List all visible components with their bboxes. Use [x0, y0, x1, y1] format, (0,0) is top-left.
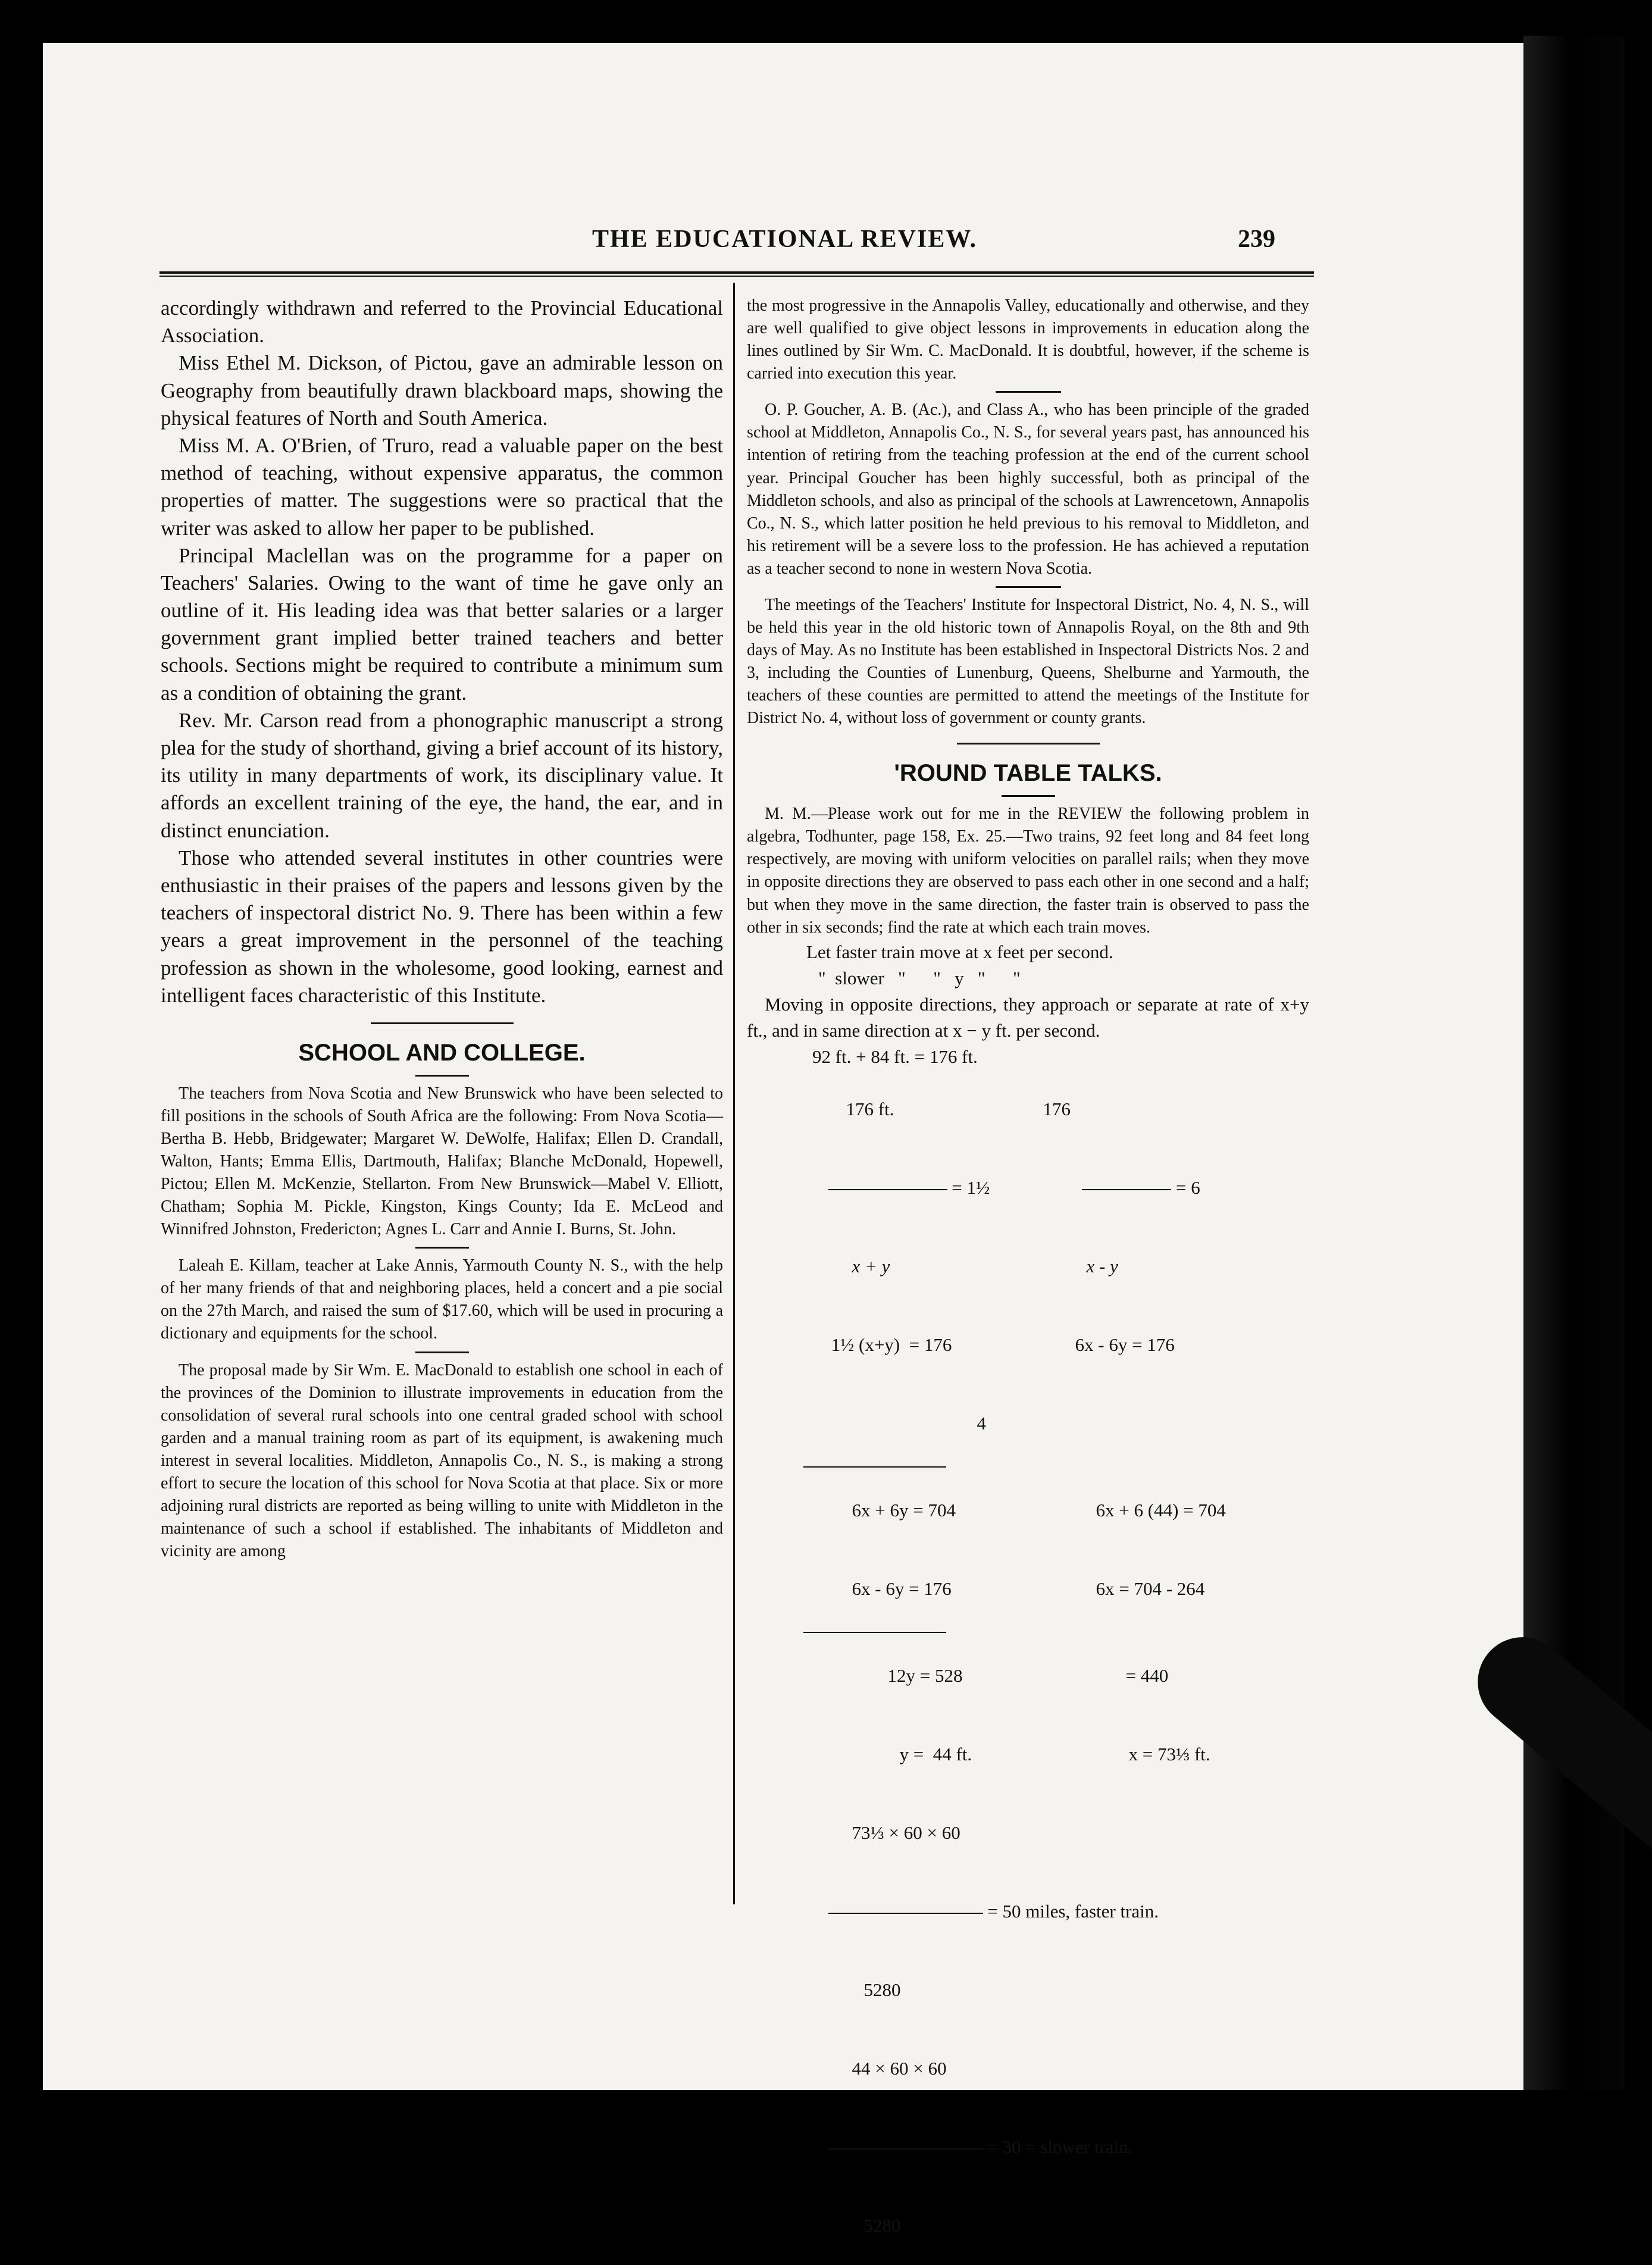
equation-row — [747, 1637, 1309, 1715]
item-rule — [996, 391, 1061, 393]
paragraph: O. P. Goucher, A. B. (Ac.), and Class A., who has been principle of the graded school at Middleton, Annapolis Co., N. S., for several years past, has announced his intention of retiring from the teaching profession at the end of the current school year. Principal Goucher has been highly successful, both as principal of the Middleton schools, and also as principal of the schools at Lawrencetown, Annapolis Co., N. S., which latter position he held previous to his removal to Middleton, and his retirement will be a severe loss to the profession. He has achieved a reputation as a teacher second to none in western Nova Scotia. — [747, 401, 1309, 578]
equation-left: 6x + 6y = 704 — [852, 1500, 956, 1521]
paragraph: The meetings of the Teachers' Institute for Inspectoral District, No. 4, N. S., will be held this year in the old historic town of Annapolis Royal, on the 8th and 9th days of May. As no Institute has been established in Inspectoral Districts Nos. 2 and 3, including the Counties of Lunenburg, Queens, Shelburne and Yarmouth, the teachers of these counties are permitted to attend the meetings of the Institute for District No. 4, without loss of government or county grants. — [747, 595, 1309, 728]
fraction-den-row — [747, 1227, 1309, 1306]
fraction-den: x + y — [852, 1255, 890, 1277]
equation-right: 6x - 6y = 176 — [1075, 1334, 1175, 1355]
title-dash — [1002, 795, 1055, 797]
fraction-bar-row — [747, 2108, 1309, 2186]
section-rule — [957, 743, 1100, 744]
fraction-bar — [828, 1189, 947, 1190]
sum-line: 92 ft. + 84 ft. = 176 ft. — [812, 1046, 978, 1067]
column-divider — [733, 283, 735, 1904]
equation-row — [747, 1471, 1309, 1550]
paragraph: Rev. Mr. Carson read from a phonographic manuscript a strong plea for the study of shorthand, giving a brief account of its history, its utility in many departments of work, its disciplinary value. It affords an excellent training of the eye, the hand, the ear, and in distinct enunciation. — [161, 708, 723, 842]
fraction-row — [747, 1794, 1309, 1872]
fraction-row — [747, 1070, 1309, 1149]
equation-row — [747, 1306, 1309, 1384]
fraction-num: 176 — [1043, 1098, 1071, 1119]
question-text: M. M.—Please work out for me in the REVIEW the following problem in algebra, Todhunter, page 158, Ex. 25.—Two trains, 92 feet long and 84 feet long respectively, are moving with uniform velocities on parallel rails; when they move in opposite directions they are observed to pass each other in one second and a half; but when they move in the same direction, the faster train is observed to pass the other in six seconds; find the rate at which each train moves. — [747, 805, 1309, 937]
running-header — [0, 225, 1652, 261]
paragraph: Miss M. A. O'Brien, of Truro, read a valuable paper on the best method of teaching, without expensive apparatus, the common properties of matter. The suggestions were so practical that the writer was asked to allow her paper to be published. — [161, 433, 723, 540]
item-dash — [415, 1352, 469, 1353]
paragraph: The teachers from Nova Scotia and New Brunswick who have been selected to fill positions in the schools of South Africa are the following: From Nova Scotia—Bertha B. Hebb, Bridgewater; Margaret W. DeWolfe, Halifax; Ellen D. Crandall, Walton, Hants; Emma Ellis, Dartmouth, Halifax; Blanche McDonald, Hopewell, Pictou; Ellen M. McKenzie, Stellarton. From New Brunswick—Mabel V. Elliott, Chatham; Sophia M. Pickle, Kingston, Kings County; Ida E. McLeod and Winnifred Johnston, Fredericton; Agnes L. Carr and Annie I. Burns, St. John. — [161, 1084, 723, 1239]
equation-left: 1½ (x+y) = 176 — [831, 1334, 952, 1355]
paragraph: The proposal made by Sir Wm. E. MacDonald to establish one school in each of the provinces of the Dominion to illustrate improvements in education from the consolidation of several rural schools into one central graded school with school garden and a manual training room as part of its equipment, is awakening much interest in several localities. Middleton, Annapolis Co., N. S., is making a strong effort to secure the location of this school for Nova Scotia at that place. Six or more adjoining rural districts are reported as being willing to unite with Middleton in the maintenance of such a school if established. The inhabitants of Middleton and vicinity are among — [161, 1360, 723, 1561]
fraction-row — [747, 2029, 1309, 2108]
paragraph: Miss Ethel M. Dickson, of Pictou, gave an admirable lesson on Geography from beautifully drawn blackboard maps, showing the physical features of North and South America. — [161, 351, 723, 430]
equation-row — [747, 1715, 1309, 1794]
fraction-den: 5280 — [863, 1979, 901, 2001]
header-rule — [159, 271, 1314, 277]
addition-rule — [803, 1466, 946, 1468]
fraction-bar — [1082, 1189, 1171, 1190]
section-title-round-table: 'ROUND TABLE TALKS. — [894, 760, 1162, 787]
solution-line: Let faster train move at x feet per second. — [806, 941, 1113, 962]
fraction-den: 5280 — [863, 2215, 901, 2236]
solution-paragraph: Moving in opposite directions, they approach or separate at rate of x+y ft., and in same direction at x − y ft. per second. — [747, 993, 1309, 1041]
section-title-school-college: SCHOOL AND COLLEGE. — [298, 1039, 586, 1066]
addition-rule — [803, 1632, 946, 1633]
solution-block — [747, 939, 1309, 2265]
fraction-num: 73⅓ × 60 × 60 — [852, 1822, 960, 1844]
page-number: 239 — [1238, 226, 1275, 253]
fraction-den-row — [747, 1951, 1309, 2029]
equation-right: 6x = 704 - 264 — [1096, 1578, 1205, 1600]
right-column — [747, 295, 1309, 2265]
item-rule — [996, 586, 1061, 588]
journal-title: THE EDUCATIONAL REVIEW. — [592, 226, 977, 253]
fraction-bar-row — [747, 1872, 1309, 1951]
equation-left: 6x - 6y = 176 — [852, 1578, 952, 1600]
news-items — [747, 295, 1309, 730]
fraction-equals: = 6 — [1175, 1177, 1200, 1198]
equation-right: 6x + 6 (44) = 704 — [1096, 1500, 1226, 1521]
fraction-result: = 50 miles, faster train. — [987, 1901, 1159, 1922]
left-column — [161, 295, 723, 1563]
fraction-num: 176 ft. — [846, 1098, 894, 1119]
multiplier: 4 — [977, 1412, 986, 1434]
paragraph: Principal Maclellan was on the programme for a paper on Teachers' Salaries. Owing to the want of time he gave only an outline of it. His leading idea was that better salaries or a larger government grant implied better trained teachers and better schools. Sections might be required to contribute a minimum sum as a condition of obtaining the grant. — [161, 543, 723, 705]
equation-left: 12y = 528 — [887, 1665, 963, 1687]
equation-right: = 440 — [1125, 1665, 1169, 1687]
fraction-result: = 30 = slower train. — [987, 2136, 1133, 2158]
paragraph: Those who attended several institutes in other countries were enthusiastic in their praises of the papers and lessons given by the teachers of inspectoral district No. 9. There has been within a few years a great improvement in the personnel of the teaching profession as shown in the wholesome, good looking, earnest and intelligent faces characteristic of this Institute. — [161, 846, 723, 1007]
solution-line: " slower " " y " " — [818, 967, 1021, 988]
fraction-den: x - y — [1086, 1255, 1118, 1277]
equation-row — [747, 1384, 1309, 1463]
equation-left: y = 44 ft. — [899, 1744, 972, 1765]
fraction-bar — [828, 2148, 983, 2150]
equation-right: x = 73⅓ ft. — [1128, 1744, 1210, 1765]
paragraph: the most progressive in the Annapolis Valley, educationally and otherwise, and they are well qualified to give object lessons in improvements in education along the lines outlined by Sir Wm. C. MacDonald. It is doubtful, however, if the scheme is carried into execution this year. — [747, 296, 1309, 383]
fraction-bar — [828, 1913, 983, 1914]
title-dash — [415, 1075, 469, 1077]
fraction-bar-row — [747, 1149, 1309, 1227]
item-dash — [415, 1247, 469, 1249]
equation-row — [747, 1550, 1309, 1628]
fraction-num: 44 × 60 × 60 — [852, 2058, 947, 2079]
school-news — [161, 1083, 723, 1563]
fraction-equals: = 1½ — [952, 1177, 990, 1198]
question-block — [747, 803, 1309, 938]
paragraph: accordingly withdrawn and referred to the Provincial Educational Association. — [161, 296, 723, 348]
paragraph: Laleah E. Killam, teacher at Lake Annis, Yarmouth County N. S., with the help of her many friends of that and neighboring places, held a concert and a pie social on the 27th March, and raised the sum of $17.60, which will be used in procuring a dictionary and equipments for the school. — [161, 1256, 723, 1343]
section-rule — [371, 1022, 514, 1024]
fraction-den-row — [747, 2186, 1309, 2265]
